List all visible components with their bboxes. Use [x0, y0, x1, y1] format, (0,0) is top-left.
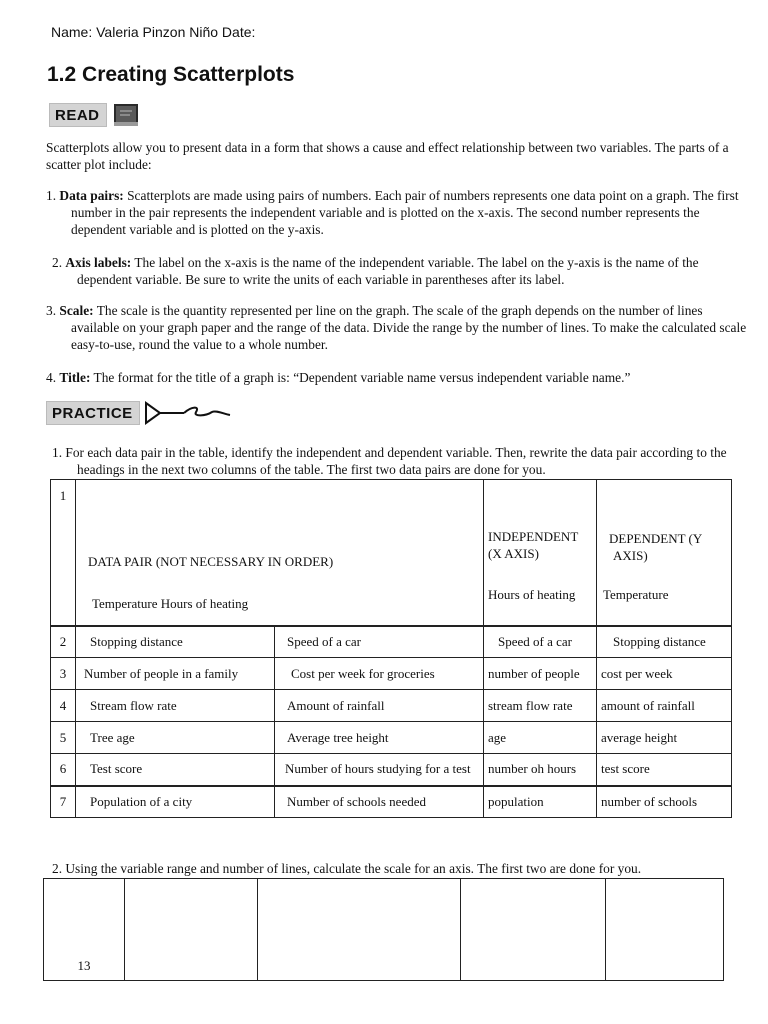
- table-row: [51, 722, 732, 754]
- name-date-line: Name: Valeria Pinzon Niño Date:: [51, 24, 256, 40]
- pair-first: Population of a city: [76, 786, 275, 818]
- dependent-value: number of schools: [597, 786, 732, 818]
- independent-value: Speed of a car: [484, 626, 597, 658]
- part-text: The scale is the quantity represented per line on the graph. The scale of the graph depends on the number of lines available on your graph paper and the range of the data. Divide the range by the number of lines. To make the calculated scale easy-to-use, round the value to a whole number.: [71, 303, 747, 352]
- row-number: 5: [51, 722, 76, 754]
- dependent-value: test score: [597, 754, 732, 786]
- part-data-pairs: [46, 187, 747, 238]
- pair-second: Speed of a car: [275, 626, 484, 658]
- part-number: 1.: [46, 188, 57, 203]
- part-term: Data pairs:: [59, 188, 124, 203]
- table-cell: [258, 879, 461, 981]
- part-title: [46, 369, 722, 386]
- independent-value: stream flow rate: [484, 690, 597, 722]
- part-text: Scatterplots are made using pairs of numbers. Each pair of numbers represents one data point on a graph. The first number in the pair represents the independent variable and is plotted on the x-axis. The second number represents the dependent variable and is plotted on the y-axis.: [71, 188, 739, 237]
- read-badge: [49, 102, 141, 128]
- pair-first: Test score: [76, 754, 275, 786]
- dependent-heading: DEPENDENT (Y AXIS): [609, 531, 702, 563]
- row-number: 4: [51, 690, 76, 722]
- table-row: [44, 879, 724, 981]
- table-cell: [125, 879, 258, 981]
- dependent-header-cell: [597, 480, 732, 626]
- question-1: 1. For each data pair in the table, identify the independent and dependent variable. Then, rewrite the data pair according to the headings in the next two columns of the table. The first two data pairs are done for you.: [52, 445, 727, 477]
- row-number: 6: [51, 754, 76, 786]
- read-label: READ: [49, 103, 107, 127]
- part-number: 3.: [46, 303, 57, 318]
- table-header-row: [51, 480, 732, 626]
- row-number: 7: [51, 786, 76, 818]
- independent-value: age: [484, 722, 597, 754]
- part-term: Title:: [59, 370, 91, 385]
- example-independent: Hours of heating: [488, 587, 576, 602]
- independent-value: number oh hours: [484, 754, 597, 786]
- part-text: The format for the title of a graph is: “Dependent variable name versus independent variable name.”: [90, 370, 631, 385]
- part-number: 4.: [46, 370, 57, 385]
- part-axis-labels: [52, 254, 753, 288]
- practice-label: PRACTICE: [46, 401, 140, 425]
- table-row: [51, 658, 732, 690]
- question-2: 2. Using the variable range and number of lines, calculate the scale for an axis. The first two are done for you.: [52, 861, 642, 876]
- dependent-value: amount of rainfall: [597, 690, 732, 722]
- example-data-pair: Temperature Hours of heating: [92, 596, 249, 611]
- pair-second: Cost per week for groceries: [275, 658, 484, 690]
- table-row: [51, 786, 732, 818]
- book-icon: [111, 102, 141, 128]
- row-number: 1: [51, 480, 76, 626]
- independent-heading: INDEPENDENT (X AXIS): [488, 529, 579, 561]
- practice-badge: [46, 400, 234, 426]
- pair-second: Amount of rainfall: [275, 690, 484, 722]
- variables-table: [50, 479, 732, 818]
- table-row: [51, 626, 732, 658]
- pair-second: Average tree height: [275, 722, 484, 754]
- pair-first: Number of people in a family: [76, 658, 275, 690]
- page-title: 1.2 Creating Scatterplots: [47, 63, 295, 86]
- independent-value: number of people: [484, 658, 597, 690]
- table-cell: [461, 879, 606, 981]
- row-number: 2: [51, 626, 76, 658]
- table-row: [51, 690, 732, 722]
- dependent-value: average height: [597, 722, 732, 754]
- example-dependent: Temperature: [603, 587, 669, 602]
- pair-first: Tree age: [76, 722, 275, 754]
- data-pair-heading: DATA PAIR (NOT NECESSARY IN ORDER): [88, 554, 334, 569]
- part-text: The label on the x-axis is the name of the independent variable. The label on the y-axis is the name of the dependent variable. Be sure to write the units of each variable in parentheses after its label.: [77, 255, 699, 287]
- pair-second: Number of hours studying for a test: [275, 754, 484, 786]
- independent-header-cell: [484, 480, 597, 626]
- data-pair-header-cell: [76, 480, 484, 626]
- independent-value: population: [484, 786, 597, 818]
- dependent-value: Stopping distance: [597, 626, 732, 658]
- pair-first: Stopping distance: [76, 626, 275, 658]
- part-number: 2.: [52, 255, 63, 270]
- dependent-value: cost per week: [597, 658, 732, 690]
- part-scale: [46, 302, 747, 353]
- table-cell: [606, 879, 724, 981]
- pencil-arrow-icon: [144, 400, 234, 426]
- scale-table: [43, 878, 724, 981]
- pair-second: Number of schools needed: [275, 786, 484, 818]
- part-term: Axis labels:: [65, 255, 132, 270]
- pair-first: Stream flow rate: [76, 690, 275, 722]
- row-number: 13: [44, 879, 125, 981]
- row-number: 3: [51, 658, 76, 690]
- part-term: Scale:: [59, 303, 94, 318]
- table-row: [51, 754, 732, 786]
- intro-paragraph: Scatterplots allow you to present data in a form that shows a cause and effect relationship between two variables. The parts of a scatter plot include:: [46, 140, 729, 172]
